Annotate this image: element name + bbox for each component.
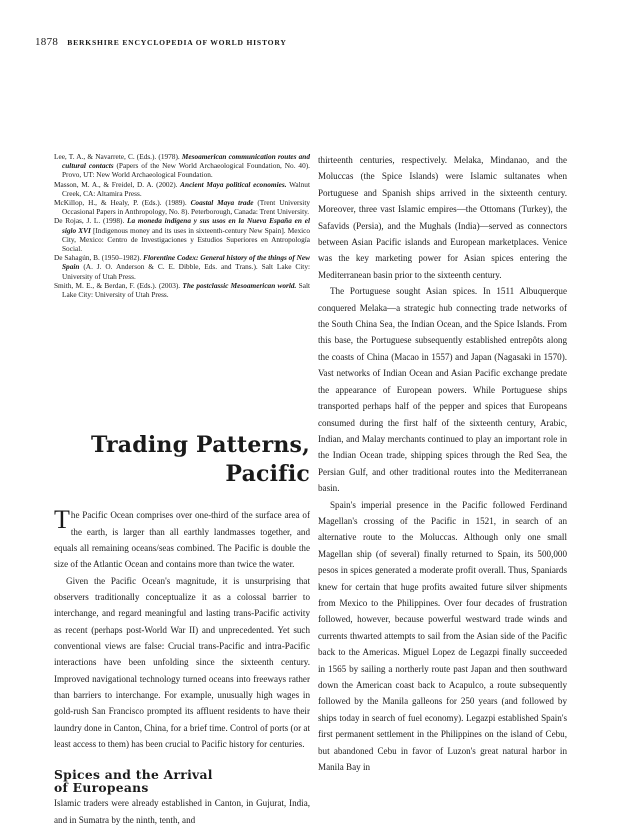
running-head bbox=[35, 36, 595, 48]
reference-item: De Sahagún, B. (1950–1982). Florentine Codex: General history of the things of New Spain (A. J. O. Anderson & C. E. Dibble, Eds. and Trans.). Salt Lake City: University of Utah Press. bbox=[54, 253, 310, 281]
body-paragraph: Islamic traders were already established in Canton, in Gujurat, India, and in Sumatra by the ninth, tenth, and bbox=[54, 798, 310, 825]
section-heading bbox=[54, 768, 310, 794]
section-heading-line-2: of Europeans bbox=[54, 780, 149, 796]
body-paragraph: The Portuguese sought Asian spices. In 1511 Albuquerque conquered Melaka—a strategic hub connecting trade networks of the South China Sea, the Indian Ocean, and the Spice Islands. From this base, the Portuguese subsequently established entrepôts along the coasts of China (Macao in 1557) and Japan (Nagasaki in 1570). Vast networks of Indian Ocean and Asian Pacific exchange predate the appearance of European powers. While Portuguese ships transported perhaps half of the pepper and spices that Europeans consumed during the first half of the sixteenth century, Arabic, Indian, and Malay merchants continued to play an important role in the Indian Ocean trade, shipping spices through the Red Sea, the Persian Gulf, and other traditional routes into the Mediterranean basin. bbox=[318, 286, 567, 494]
article-title-line-1: Trading Patterns, bbox=[91, 432, 310, 459]
page-number: 1878 bbox=[35, 36, 59, 48]
article-body-right bbox=[318, 152, 567, 775]
reference-item: Masson, M. A., & Freidel, D. A. (2002). Ancient Maya political economies. Walnut Creek, CA: Altamira Press. bbox=[54, 179, 310, 198]
article-body-left bbox=[54, 507, 310, 828]
drop-cap: T bbox=[54, 505, 70, 535]
body-paragraph: Spain's imperial presence in the Pacific followed Ferdinand Magellan's crossing of the Pacific in 1521, in search of an alternative route to the Moluccas. Although only one small Magellan ship (of several) finally returned to Spain, its 500,000 pesos in spices generated a moderate profit overall. Thus, Spaniards knew for certain that huge profits awaited future silver shipments from Mexico to the Philippines. Over four decades of frustration followed, however, because powerful westward trade winds and currents thwarted attempts to sail from the Asian side of the Pacific back to the Americas. Miguel Lopez de Legazpi finally succeeded in 1565 by sailing a northerly route past Japan and then southward down the American coast back to Acapulco, a route subsequently followed by the Manila galleons for 250 years (and followed by ships today in search of fuel economy). Legazpi established Spain's first permanent settlement in the Philippines on the island of Cebu, but abandoned Cebu in favor of Luzon's great natural harbor in Manila Bay in bbox=[318, 499, 567, 773]
article-title bbox=[54, 431, 310, 489]
reference-item: De Rojas, J. L. (1998). La moneda indígena y sus usos en la Nueva España en el siglo XVI [Indigenous money and its uses in sixteenth-century New Spain]. Mexico City, Mexico: Centro de Investigaciones y Estudios Superiores en Antropología Social. bbox=[54, 216, 311, 254]
section-heading-line-1: Spices and the Arrival bbox=[54, 767, 213, 783]
reference-list bbox=[54, 152, 310, 299]
body-paragraph: thirteenth centuries, respectively. Melaka, Mindanao, and the Moluccas (the Spice Islands) were Islamic sultanates when Portuguese and Spanish ships arrived in the sixteenth century. Moreover, three vast Islamic empires—the Ottomans (Turkey), the Safavids (Persia), and the Mughals (India)—served as connectors between Asian Pacific islands and European marketplaces. Venice was the key marketing power for Asian spices entering the Mediterranean basin prior to the sixteenth century. bbox=[318, 155, 567, 280]
reference-item: Smith, M. E., & Berdan, F. (Eds.). (2003). The postclassic Mesoamerican world. Salt Lake City: University of Utah Press. bbox=[54, 280, 311, 300]
article-title-line-2: Pacific bbox=[225, 461, 310, 488]
reference-item: Lee, T. A., & Navarrete, C. (Eds.). (1978). Mesoamerican communication routes and cultural contacts (Papers of the New World Archaeological Foundation, No. 40). Provo, UT: New World Archaeological Foundation. bbox=[54, 152, 310, 180]
reference-item: McKillop, H., & Healy, P. (Eds.). (1989). Coastal Maya trade (Trent University Occasional Papers in Anthropology, No. 8). Peterborough, Canada: Trent University. bbox=[54, 198, 311, 217]
right-column bbox=[318, 152, 567, 775]
intro-paragraph: The Pacific Ocean comprises over one-third of the surface area of the earth, is larger than all earthly landmasses together, and equals all remaining oceans/seas combined. The Pacific is double the size of the Atlantic Ocean and contains more than twice the water. bbox=[54, 505, 310, 570]
body-paragraph: Given the Pacific Ocean's magnitude, it is unsurprising that observers traditionally conceptualize it as a colossal barrier to interchange, and regard meaningful and lasting trans-Pacific activity as recent (perhaps post-World War II) and unprecedented. Yet such conventional views are false: Crucial trans-Pacific and intra-Pacific interactions have been unfolding since the sixteenth century. Improved navigational technology turned oceans into freeways rather than barriers to interchange. For example, unusually high wages in gold-rush San Francisco prompted its affluent residents to have their laundry done in Canton, China, for a brief time. Control of ports (or at least access to them) has been crucial to Pacific history for centuries. bbox=[54, 575, 310, 750]
left-column bbox=[54, 152, 310, 828]
publication-title: BERKSHIRE ENCYCLOPEDIA OF WORLD HISTORY bbox=[67, 38, 287, 47]
